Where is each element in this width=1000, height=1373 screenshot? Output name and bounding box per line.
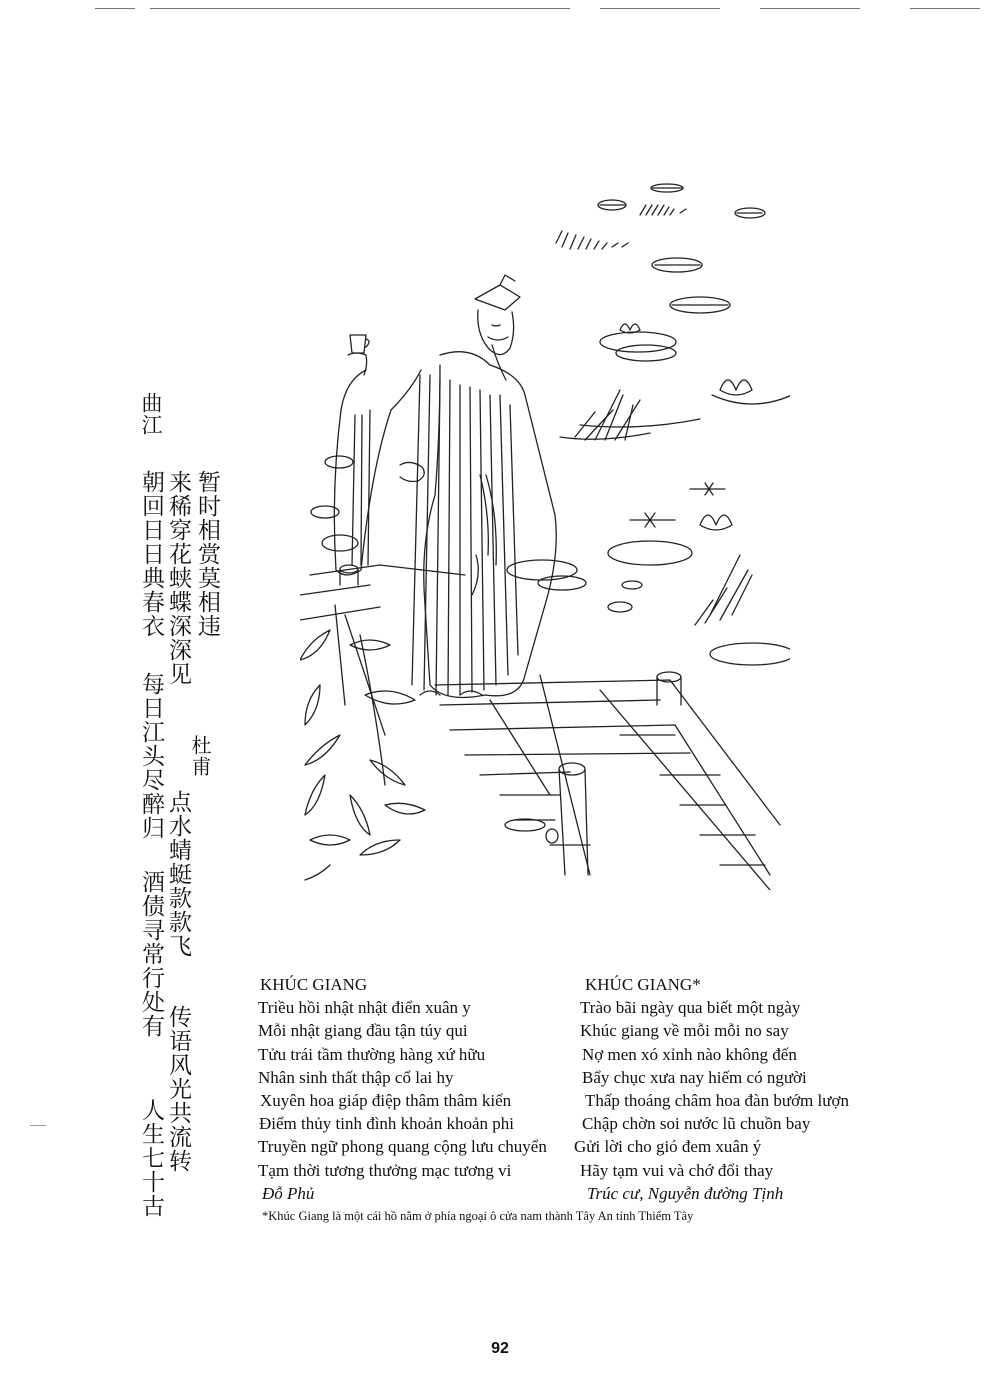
poem-line: Nhân sinh thất thập cổ lai hy bbox=[258, 1067, 454, 1087]
poem-author: Đỗ Phủ bbox=[262, 1183, 315, 1203]
chinese-poem-column: 人生七十古 bbox=[138, 1098, 164, 1218]
sino-vietnamese-poem bbox=[258, 973, 547, 1205]
chinese-poem-column: 朝回日日典春衣 bbox=[138, 470, 164, 638]
poem-line: Triều hồi nhật nhật điển xuân y bbox=[258, 998, 471, 1018]
poem-line: Tửu trái tầm thường hàng xứ hữu bbox=[258, 1044, 486, 1064]
poem-line: Khúc giang về mỗi mỗi no say bbox=[580, 1021, 789, 1041]
poem-title: KHÚC GIANG bbox=[260, 975, 368, 994]
chinese-poem-column: 酒债寻常行处有 bbox=[138, 870, 164, 1038]
scan-line bbox=[95, 8, 135, 9]
chinese-title: 曲江 bbox=[139, 392, 163, 436]
poem-line: Bẩy chục xưa nay hiếm có người bbox=[582, 1067, 807, 1087]
scan-line bbox=[600, 8, 720, 9]
scan-line bbox=[150, 8, 570, 9]
poem-title: KHÚC GIANG* bbox=[585, 975, 701, 994]
page-number: 92 bbox=[491, 1340, 509, 1357]
bamboo bbox=[300, 605, 425, 880]
scan-line bbox=[910, 8, 980, 9]
poem-line: Tạm thời tương thưởng mạc tương vi bbox=[258, 1160, 512, 1180]
chinese-author: 杜甫 bbox=[188, 735, 212, 777]
poem-line: Chập chờn soi nước lũ chuồn bay bbox=[582, 1114, 811, 1134]
chinese-poem-column: 点水蜻蜓款款飞 bbox=[165, 790, 191, 958]
poem-line: Mỗi nhật giang đầu tận túy qui bbox=[258, 1021, 468, 1041]
lotus bbox=[620, 324, 790, 530]
lily-pad bbox=[311, 184, 790, 831]
poem-line: Truyền ngữ phong quang cộng lưu chuyển bbox=[258, 1137, 547, 1157]
poem-line: Xuyên hoa giáp điệp thâm thâm kiến bbox=[260, 1091, 512, 1111]
footnote: *Khúc Giang là một cái hồ nằm ở phía ngoại ô cửa nam thành Tây An tỉnh Thiểm Tây bbox=[262, 1209, 694, 1223]
poem-line: Trào bãi ngày qua biết một ngày bbox=[580, 998, 801, 1018]
margin-mark bbox=[30, 1125, 46, 1126]
wooden-dock bbox=[300, 565, 780, 890]
chinese-poem-column: 传语风光共流转 bbox=[165, 1005, 191, 1173]
poem-line: Điểm thủy tinh đình khoản khoản phi bbox=[259, 1114, 514, 1134]
chinese-poem-column: 暂时相赏莫相违 bbox=[194, 470, 220, 638]
poet-by-pond-illustration bbox=[300, 175, 790, 890]
poem-line: Nợ men xó xỉnh nào không đến bbox=[582, 1044, 797, 1064]
chinese-poem-column: 每日江头尽醉归 bbox=[138, 672, 164, 840]
vietnamese-translation bbox=[574, 973, 849, 1205]
poet-figure bbox=[334, 275, 556, 697]
poem-line: Hãy tạm vui và chớ đổi thay bbox=[580, 1160, 774, 1180]
poem-line: Gửi lời cho gió đem xuân ý bbox=[574, 1137, 762, 1157]
poem-line: Thấp thoáng châm hoa đàn bướm lượn bbox=[585, 1091, 849, 1111]
poem-author: Trúc cư, Nguyễn đường Tịnh bbox=[587, 1183, 784, 1203]
scan-line bbox=[760, 8, 860, 9]
chinese-poem-column: 来稀穿花蛱蝶深深见 bbox=[165, 470, 191, 686]
